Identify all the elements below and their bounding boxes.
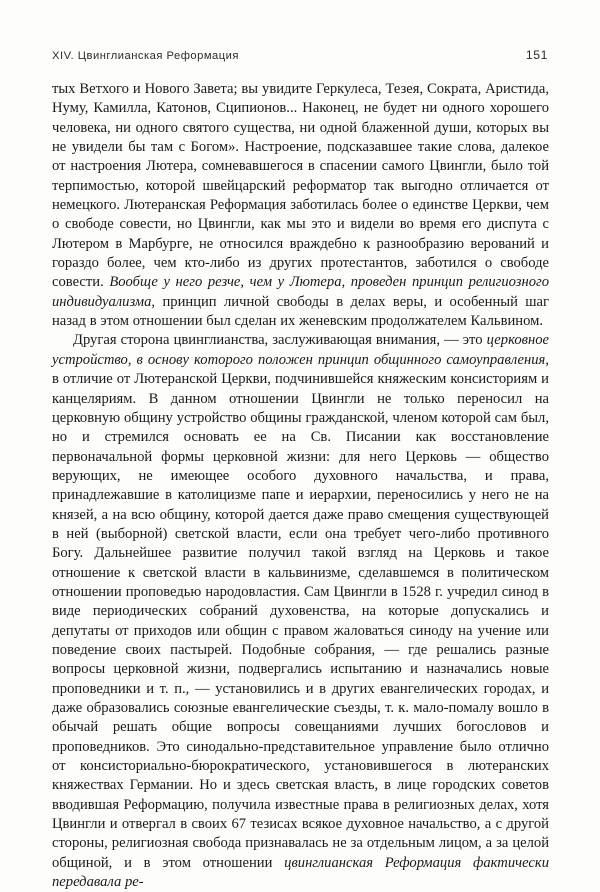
chapter-title: XIV. Цвинглианская Реформация <box>52 50 239 62</box>
page-number: 151 <box>525 48 548 62</box>
emphasis-run: Вообще у него резче, чем у Лютера, проведен принцип религиозного индивидуализма <box>52 274 549 310</box>
running-head <box>52 48 548 68</box>
body-text-block <box>52 80 549 892</box>
paragraph <box>52 331 549 892</box>
text-run: , в отличие от Лютеранской Церкви, подчинившейся княжеским консисториям и канцеляриям. В данном отношении Цвингли не только переносил на церковную общину устройство общины гражданской, членом которой сам был, но и стремился основать ее на Св. Писании как восстановление первоначальной формы церковной жизни: для него Церковь — общество верующих, не имеющее особого духовного начальства, и права, принадлежавшие в католицизме папе и иерархии, переносились у него не на князей, а на всю общину, которой дается даже право смещения существующей в ней (выборной) светской власти, если она требует чего-либо противного Богу. Дальнейшее развитие получил такой взгляд на Церковь и такое отношение к светской власти в кальвинизме, сделавшемся в политическом отношении проповедью народовластия. Сам Цвингли в 1528 г. учредил синод в виде периодических собраний духовенства, на которые допускались и депутаты от приходов или общин с правом жаловаться синоду на учение или поведение своих пастырей. Подобные собрания, — где решались разные вопросы церковной жизни, подвергались испытанию и назначались новые проповедники и т. п., — установились и в других евангелических городах, и даже образовались союзные евангелические съезды, т. к. мало-помалу вошло в обычай решать общие вопросы совещаниями лучших богословов и проповедников. Это синодально-представительное управление было отлично от консисториально-бюрократического, установившегося в лютеранских княжествах Германии. Но и здесь светская власть, в лице городских советов вводившая Реформацию, получила известные права в религиозных делах, хотя Цвингли и отвергал в своих 67 тезисах всякое духовное начальство, а с другой стороны, религиозная свобода признавалась не за отдельным лицом, а за целой общиной, и в этом отношении <box>52 351 549 871</box>
text-run: , принцип личной свободы в делах веры, и особенный шаг назад в этом отношении был сделан их женевским продолжателем Кальвином. <box>52 293 549 330</box>
emphasis-run: церковное устройство, в основу которого положен принцип общинного самоуправления <box>52 332 549 368</box>
text-run: тых Ветхого и Нового Завета; вы увидите Геркулеса, Тезея, Сократа, Аристида, Нуму, Камилла, Катонов, Сципионов... Наконец, не будет ни одного хорошего человека, ни одного святого существа, ни одной блаженной души, которых вы не увидели бы там с Богом». Настроение, подсказавшее такие слова, далекое от настроения Лютера, сомневавшегося в спасении самого Цвингли, было той терпимостью, которой швейцарский реформатор так выгодно отличается от немецкого. Лютеранская Реформация заботилась более о единстве Церкви, чем о свободе совести, но Цвингли, как мы это и видели во время его диспута с Лютером в Марбурге, не относился враждебно к разнообразию верований и гораздо более, чем кто-либо из других протестантов, заботился о свободе совести. <box>52 81 549 291</box>
paragraph <box>52 80 549 331</box>
emphasis-run: цвинглианская Реформация фактически передавала ре- <box>52 854 549 891</box>
text-run: Другая сторона цвинглианства, заслуживающая внимания, — это <box>73 332 487 349</box>
